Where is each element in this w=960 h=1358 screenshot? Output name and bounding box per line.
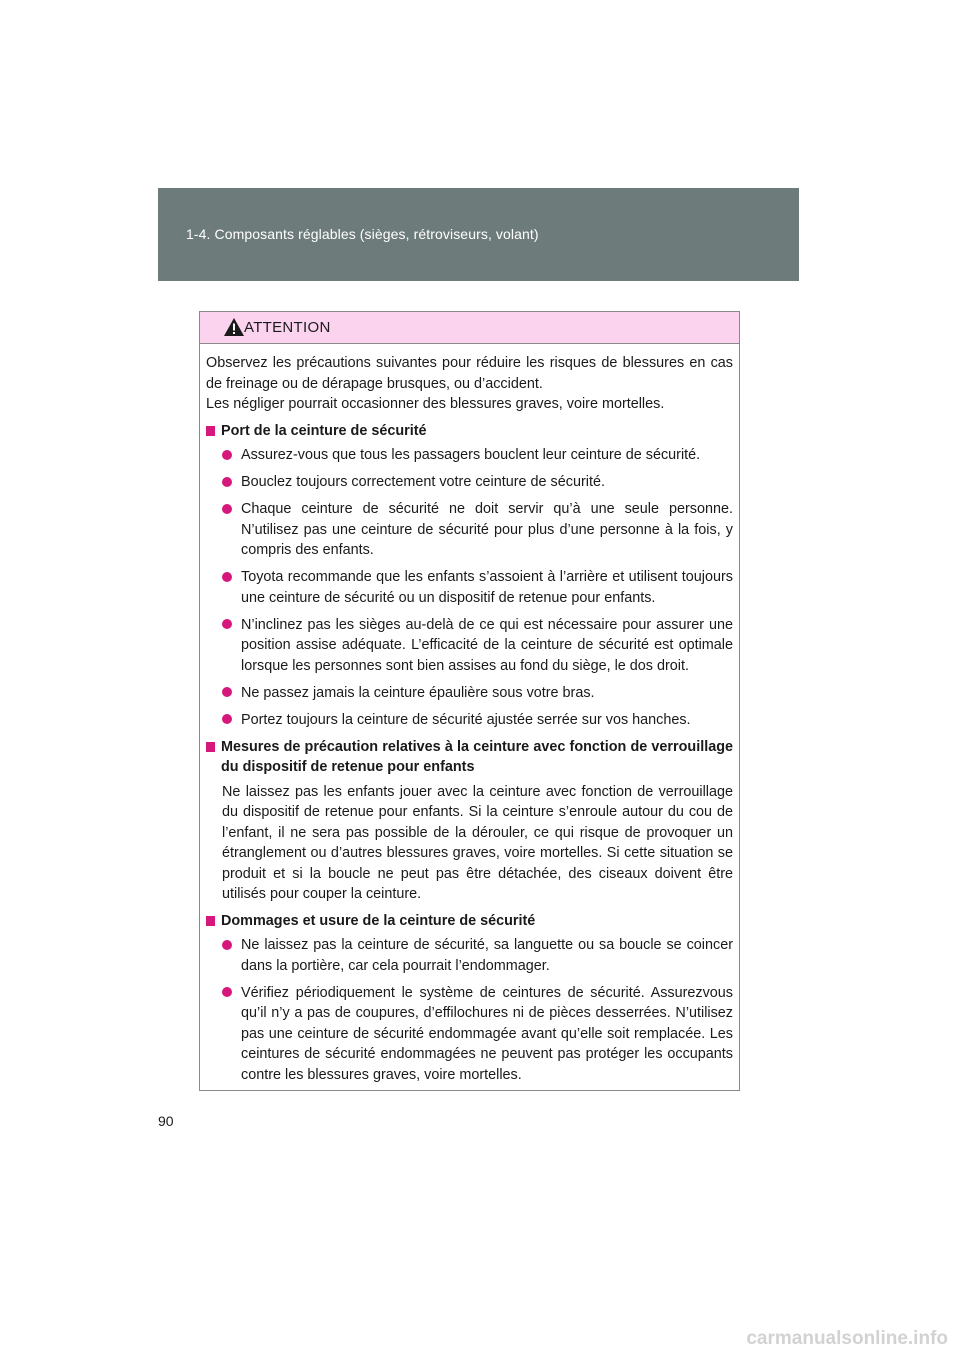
square-bullet-icon	[206, 742, 215, 752]
section-heading	[206, 911, 733, 932]
list-item: Toyota recommande que les enfants s’assoient à l’arrière et utilisent toujours une ceinture de sécurité ou un dispositif de retenue pour enfants.	[222, 567, 733, 608]
section-text: Ne laissez pas les enfants jouer avec la ceinture avec fonction de verrouillage du dispositif de retenue pour enfants. Si la ceinture s’enroule autour du cou de l’enfant, il ne sera pas possible de la dérouler, ce qui risque de provoquer un étranglement ou d’autres blessures graves, voire mortelles. Si cette situation se produit et si la boucle ne peut pas être détachée, des ciseaux doivent être utilisés pour couper la ceinture.	[222, 783, 733, 902]
intro-text: Les négliger pourrait occasionner des blessures graves, voire mortelles.	[206, 396, 665, 412]
section-title: Dommages et usure de la ceinture de sécurité	[221, 912, 536, 929]
round-bullet-icon	[222, 714, 232, 724]
chapter-header-band	[158, 188, 799, 281]
list-item: N’inclinez pas les sièges au-delà de ce qui est nécessaire pour assurer une position assise adéquate. L’efficacité de la ceinture de sécurité est optimale lorsque les personnes sont bien assises au fond du siège, le dos droit.	[222, 615, 733, 677]
warning-title: ATTENTION	[244, 319, 331, 336]
square-bullet-icon	[206, 916, 215, 926]
list-item: Vérifiez périodiquement le système de ceintures de sécurité. Assurezvous qu’il n’y a pas de coupures, d’effilochures ni de pièces desserrées. N’utilisez pas une ceinture de sécurité endommagée avant qu’elle soit remplacée. Les ceintures de sécurité endommagées ne peuvent pas protéger les occupants contre les blessures graves, voire mortelles.	[222, 983, 733, 1086]
warning-triangle-icon	[223, 317, 245, 337]
warning-header	[200, 312, 739, 344]
list-item: Chaque ceinture de sécurité ne doit servir qu’à une seule personne. N’utilisez pas une ceinture de sécurité pour plus d’une personne à la fois, y compris des enfants.	[222, 499, 733, 561]
list-item: Ne passez jamais la ceinture épaulière sous votre bras.	[222, 683, 733, 704]
round-bullet-icon	[222, 504, 232, 514]
round-bullet-icon	[222, 940, 232, 950]
list-item: Bouclez toujours correctement votre ceinture de sécurité.	[222, 472, 733, 493]
list-item: Ne laissez pas la ceinture de sécurité, sa languette ou sa boucle se coincer dans la portière, car cela pourrait l’endommager.	[222, 935, 733, 976]
page-number: 90	[158, 1113, 174, 1129]
warning-box	[199, 311, 740, 1091]
round-bullet-icon	[222, 687, 232, 697]
section-title: Mesures de précaution relatives à la ceinture avec fonction de verrouillage du dispositif de retenue pour enfants	[221, 738, 733, 775]
bullet-list	[206, 445, 733, 730]
section-title: Port de la ceinture de sécurité	[221, 422, 427, 439]
chapter-title: 1-4. Composants réglables (sièges, rétroviseurs, volant)	[186, 226, 539, 242]
section-heading	[206, 737, 733, 778]
square-bullet-icon	[206, 426, 215, 436]
section-heading	[206, 421, 733, 442]
round-bullet-icon	[222, 572, 232, 582]
round-bullet-icon	[222, 619, 232, 629]
round-bullet-icon	[222, 987, 232, 997]
warning-body	[200, 344, 739, 1085]
intro-text: Observez les précautions suivantes pour réduire les risques de blessures en cas de freinage ou de dérapage brusques, ou d’accident.	[206, 355, 733, 392]
list-item: Portez toujours la ceinture de sécurité ajustée serrée sur vos hanches.	[222, 710, 733, 731]
round-bullet-icon	[222, 450, 232, 460]
round-bullet-icon	[222, 477, 232, 487]
bullet-list	[206, 935, 733, 1085]
watermark: carmanualsonline.info	[746, 1328, 948, 1349]
list-item: Assurez-vous que tous les passagers bouclent leur ceinture de sécurité.	[222, 445, 733, 466]
